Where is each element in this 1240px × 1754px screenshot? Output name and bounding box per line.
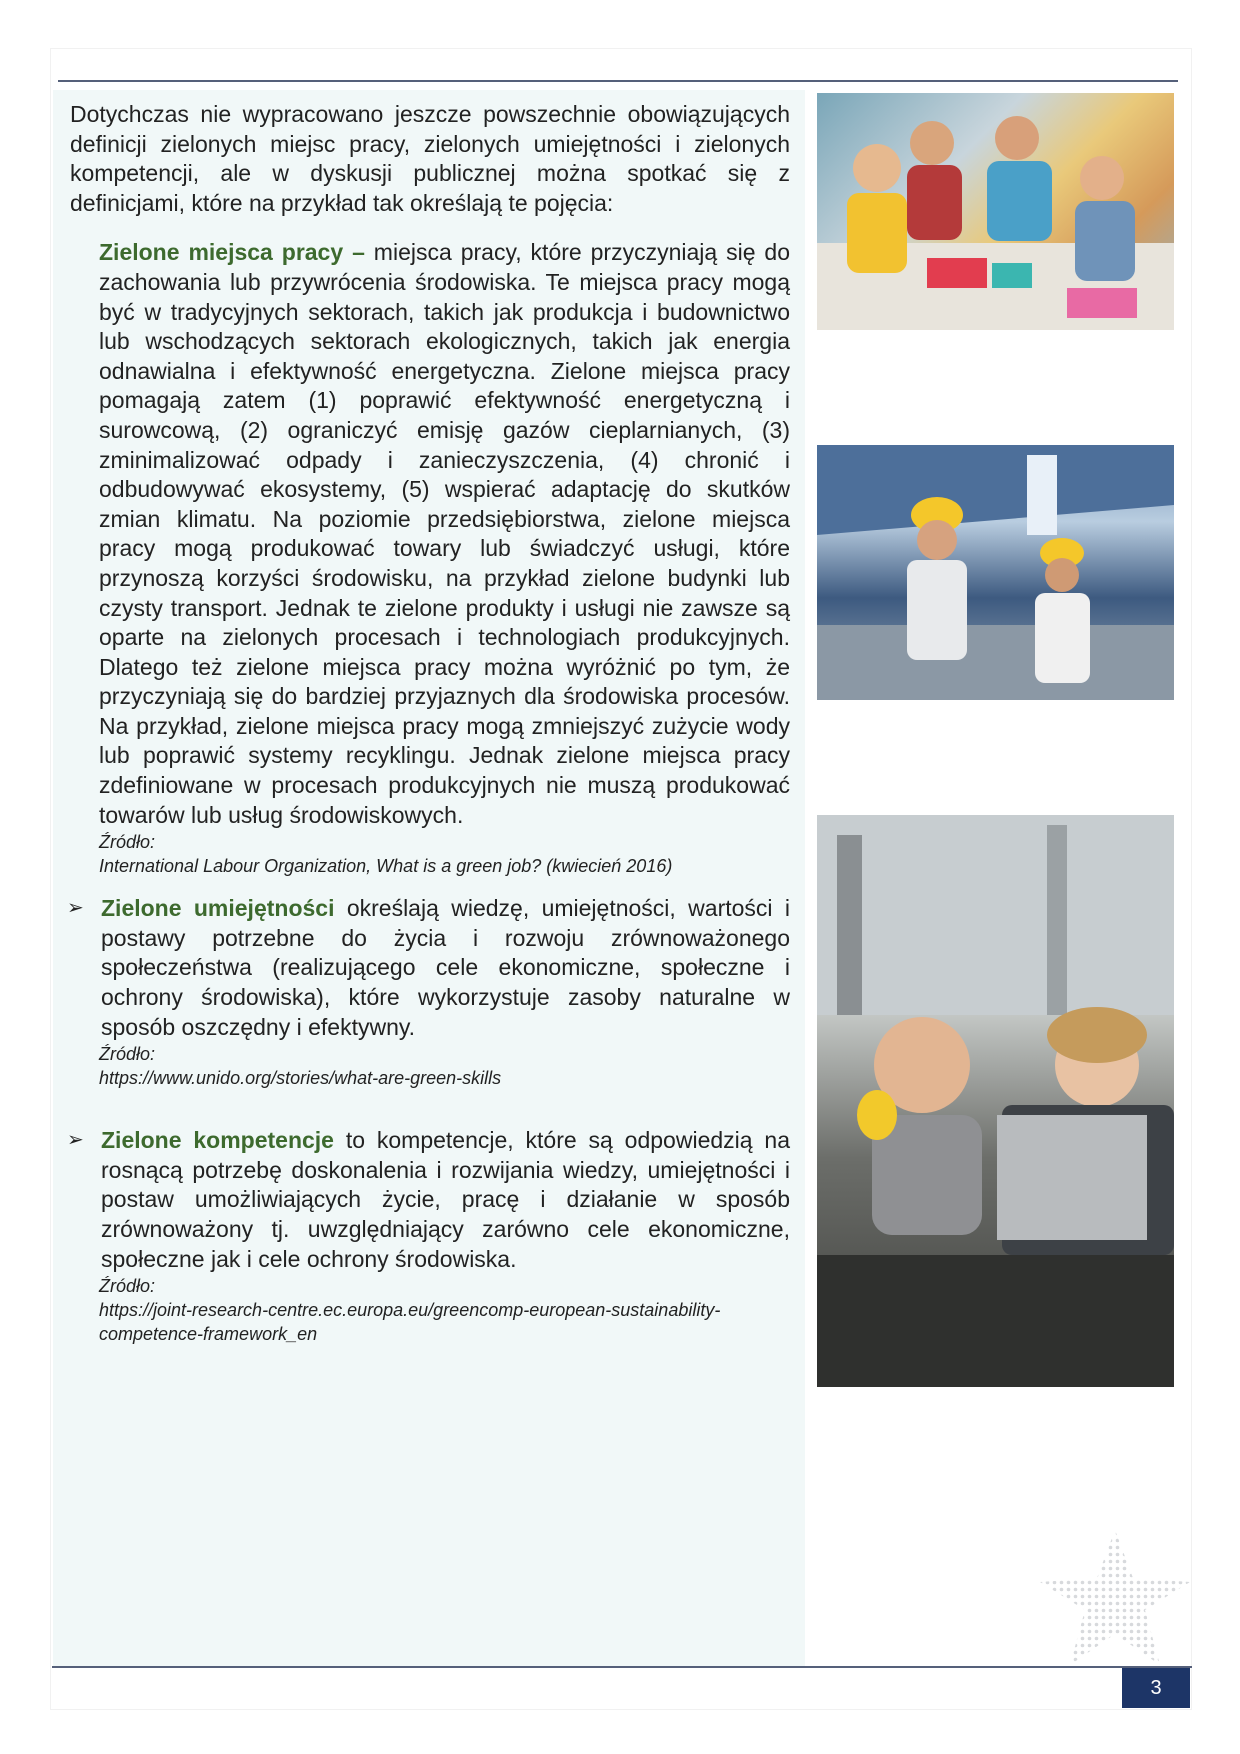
arrow-bullet-icon: ➢ — [67, 1129, 84, 1152]
footer-rule — [52, 1666, 1192, 1668]
intro-paragraph: Dotychczas nie wypracowano jeszcze powszechnie obowiązujących definicji zielonych miejsc pracy, zielonych umiejętności i zielonych kompetencji, ale w dyskusji publicznej można spotkać się z definicjami, które na przykład tak określają te pojęcia: — [70, 101, 790, 216]
page-number: 3 — [1122, 1668, 1190, 1708]
definition-green-jobs — [70, 238, 790, 830]
term-green-jobs: Zielone miejsca pracy – — [99, 239, 365, 266]
bullet-green-competences — [67, 1126, 790, 1274]
photo-factory-workers — [817, 445, 1174, 700]
source-label: Źródło: — [99, 832, 156, 853]
definition-text: miejsca pracy, które przyczyniają się do zachowania lub przywrócenia środowiska. Te miejsca pracy mogą być w tradycyjnych sektorach, takich jak produkcja i budownictwo lub wschodzących sektorach ekologicznych, takich jak energia odnawialna i efektywność energetyczna. Zielone miejsca pracy pomagają zatem (1) poprawić efektywność energetyczną i surowcową, (2) ograniczyć emisję gazów cieplarnianych, (3) zminimalizować odpady i zanieczyszczenia, (4) chronić i odbudowywać ekosystemy, (5) wspierać adaptację do skutków zmian klimatu. Na poziomie przedsiębiorstwa, zielone miejsca pracy mogą produkować towary lub świadczyć usługi, które przynoszą korzyści środowisku, na przykład zielone budynki lub czysty transport. Jednak te zielone produkty i usługi nie zawsze są oparte na zielonych procesach i technologiach produkcyjnych. Dlatego też zielone miejsca pracy można wyróżnić po tym, że przyczyniają się do bardziej przyjaznych dla środowiska procesów. Na przykład, zielone miejsca pracy mogą zmniejszyć zużycie wody lub poprawić systemy recyklingu. Jednak zielone miejsca pracy zdefiniowane w procesach produkcyjnych nie muszą produkować towarów lub usług środowiskowych. — [99, 239, 791, 828]
term-green-competences: Zielone kompetencje — [101, 1127, 334, 1154]
term-green-skills: Zielone umiejętności — [101, 895, 335, 922]
decorative-star-pattern — [1030, 1530, 1200, 1665]
photo-team-thumbs-up — [817, 93, 1174, 330]
header-rule — [58, 80, 1178, 82]
bullet-green-skills — [67, 894, 790, 1042]
source-citation: International Labour Organization, What is a green job? (kwiecień 2016) — [99, 856, 673, 877]
source-link[interactable]: https://www.unido.org/stories/what-are-green-skills — [99, 1068, 502, 1089]
definition-text: określają wiedzę, umiejętności, wartości i postawy potrzebne do życia i rozwoju zrównoważonego społeczeństwa (realizującego cele ekonomiczne, społeczne i ochrony środowiska), które wykorzystuje zasoby naturalne w sposób oszczędny i efektywny. — [101, 895, 790, 1040]
source-link[interactable]: https://joint-research-centre.ec.europa.eu/greencomp-european-sustainability-competence-framework_en — [99, 1300, 721, 1345]
photo-engineers-laptop — [817, 815, 1174, 1387]
source-label: Źródło: — [99, 1276, 156, 1297]
definition-text: to kompetencje, które są odpowiedzią na rosnącą potrzebę doskonalenia i rozwijania wiedzy, umiejętności i postaw umożliwiających życie, pracę i działanie w sposób zrównoważony tj. uwzględniający zarówno cele ekonomiczne, społeczne jak i cele ochrony środowiska. — [101, 1127, 790, 1272]
arrow-bullet-icon: ➢ — [67, 897, 84, 920]
main-content — [67, 100, 791, 1346]
source-label: Źródło: — [99, 1044, 156, 1065]
